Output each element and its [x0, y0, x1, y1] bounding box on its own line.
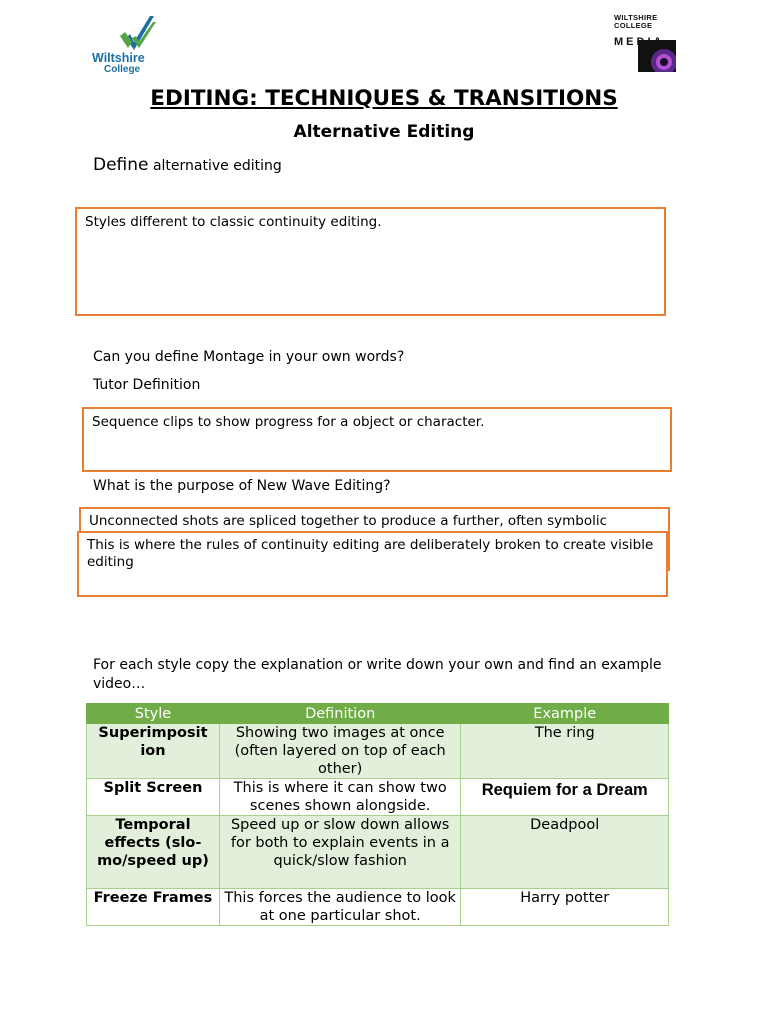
cell-definition: Speed up or slow down allows for both to explain events in a quick/slow fashion [219, 816, 460, 889]
media-logo-text [614, 14, 657, 30]
header-definition: Definition [219, 704, 460, 724]
checkmark-logo-icon [92, 14, 162, 54]
header-example: Example [461, 704, 669, 724]
answer-text-3-back: Unconnected shots are spliced together to produce a further, often symbolic [89, 513, 608, 529]
wiltshire-college-media-logo [612, 14, 676, 72]
question-montage: Can you define Montage in your own words? [93, 349, 405, 365]
media-logo-line-1: WILTSHIRE [614, 13, 658, 22]
wiltshire-college-logo [92, 14, 162, 76]
table-row [87, 816, 669, 889]
define-rest: alternative editing [148, 158, 282, 174]
logo-wordmark [92, 52, 162, 76]
logo-line-1: Wiltshire [92, 51, 145, 65]
answer-text-1: Styles different to classic continuity editing. [85, 214, 382, 230]
cell-definition: This is where it can show two scenes shown alongside. [219, 779, 460, 816]
cell-style: Superimposit ion [87, 724, 220, 779]
cell-example: The ring [461, 724, 669, 779]
logo-line-2: College [104, 64, 141, 75]
cell-style: Freeze Frames [87, 889, 220, 926]
answer-text-2: Sequence clips to show progress for a object or character. [92, 414, 485, 430]
table-row [87, 889, 669, 926]
cell-definition: Showing two images at once (often layered on top of each other) [219, 724, 460, 779]
table-row [87, 779, 669, 816]
answer-box-montage[interactable] [82, 407, 672, 472]
table-instruction: For each style copy the explanation or write down your own and find an example video… [93, 657, 662, 692]
table-row [87, 724, 669, 779]
cell-style: Split Screen [87, 779, 220, 816]
page-subtitle: Alternative Editing [293, 122, 475, 142]
cell-example: Deadpool [461, 816, 669, 889]
cell-example: Requiem for a Dream [461, 779, 669, 816]
media-logo-line-2: COLLEGE [614, 21, 653, 30]
define-prompt [93, 155, 282, 175]
media-logo-line-3: MEDIA [614, 36, 665, 48]
answer-box-alternative-editing[interactable] [75, 207, 666, 316]
table-header-row [87, 704, 669, 724]
cell-example: Harry potter [461, 889, 669, 926]
answer-text-3-front: This is where the rules of continuity editing are deliberately broken to create visible editing [87, 537, 654, 570]
cell-definition: This forces the audience to look at one particular shot. [219, 889, 460, 926]
define-word: Define [93, 155, 149, 175]
cell-style: Temporal effects (slo-mo/speed up) [87, 816, 220, 889]
answer-box-new-wave-front[interactable] [77, 531, 668, 597]
header-style: Style [87, 704, 220, 724]
styles-table [86, 703, 669, 926]
question-new-wave: What is the purpose of New Wave Editing? [93, 478, 391, 494]
tutor-definition-label: Tutor Definition [93, 377, 201, 393]
page-title: EDITING: TECHNIQUES & TRANSITIONS [150, 86, 618, 111]
